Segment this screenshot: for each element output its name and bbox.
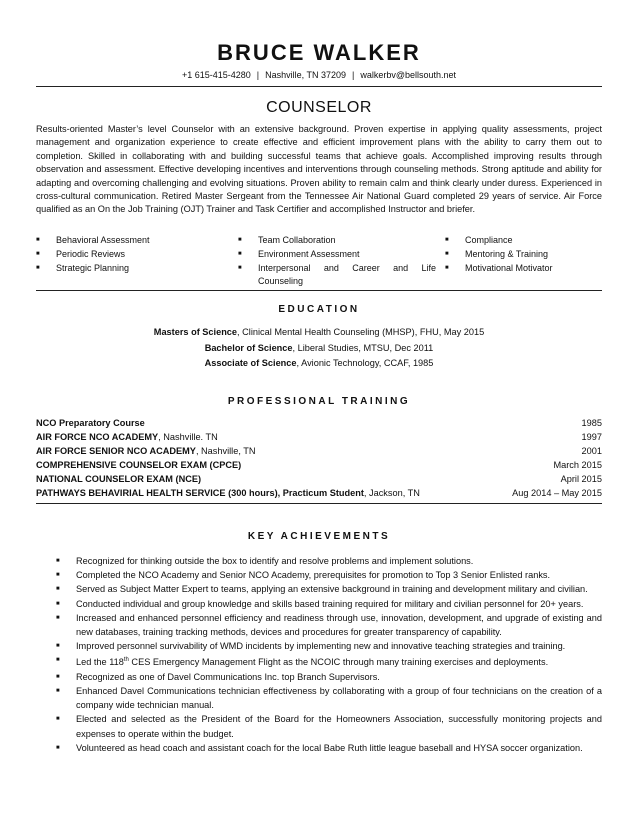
achievement-item: ■ Increased and enhanced personnel efficiency and readiness through use, innovation, development, and upgrade of existing and new databases, training tracking methods, devices and procedures for greater transparency of capability. [36,611,602,639]
training-row [36,430,602,444]
training-date: 1985 [581,418,602,428]
training-location: , Nashville, TN [195,446,256,456]
education-list [0,325,638,372]
achievement-item [36,653,602,669]
phone-number: +1 615-415-4280 [181,70,251,80]
training-name: NCO Preparatory Course [36,418,145,428]
skill-item: ■ Behavioral Assessment [36,234,216,248]
education-heading: EDUCATION [278,304,360,315]
training-date: March 2015 [553,460,602,470]
training-name: COMPREHENSIVE COUNSELOR EXAM (CPCE) [36,460,242,470]
skill-word: and [393,262,409,273]
training-row [36,472,602,486]
achievement-item: ■ Recognized as one of Davel Communications Inc. top Branch Supervisors. [36,670,602,684]
degree-detail: , Avionic Technology, CCAF, 1985 [296,358,434,368]
skill-item: ■ Periodic Reviews [36,248,216,262]
achievement-item: ■ Served as Subject Matter Expert to teams, applying an extensive background in training and development military and civilian. [36,582,602,596]
degree-name: Masters of Science [153,327,238,337]
achievement-item: ■ Elected and selected as the President of the Board for the Homeowners Association, successfully monitoring projects and expenses to operate within the budget. [36,712,602,740]
training-date: Aug 2014 – May 2015 [512,488,602,498]
skills-column-1 [36,234,216,275]
achievement-item: ■ Volunteered as head coach and assistant coach for the local Babe Ruth little league baseball and HYSA soccer organization. [36,741,602,755]
skill-item: ■ Strategic Planning [36,262,216,276]
training-heading: PROFESSIONAL TRAINING [227,396,411,407]
skill-item: ■ Mentoring & Training [445,248,602,262]
degree-name: Associate of Science [204,358,297,368]
training-date: April 2015 [560,474,602,484]
contact-separator: | [352,70,355,80]
training-list [36,416,602,500]
achievement-text-cont: CES Emergency Management Flight as the NCOIC through many training exercises and deployments. [128,657,549,668]
training-name: AIR FORCE SENIOR NCO ACADEMY [36,446,196,456]
degree-name: Bachelor of Science [204,342,293,353]
candidate-name: BRUCE WALKER [217,40,421,65]
skill-item: ■ Team Collaboration [238,234,436,248]
skill-word: Life [421,262,436,273]
training-divider [36,503,602,504]
skill-item-justified-line [258,262,436,276]
achievement-item: ■ Enhanced Davel Communications technician effectiveness by collaborating with a group of four technicians on the creation of a company wide technician manual. [36,684,602,712]
skill-word: Career [352,262,380,273]
skill-item [238,262,436,290]
achievement-item: ■ Recognized for thinking outside the box to identify and resolve problems and implement solutions. [36,554,602,568]
education-item [0,341,638,357]
location: Nashville, TN 37209 [265,70,346,80]
degree-detail: , Liberal Studies, MTSU, Dec 2011 [292,342,434,353]
skill-word: ■ Interpersonal [258,262,311,273]
skills-divider [36,290,602,291]
skill-item: ■ Motivational Motivator [445,262,602,276]
skill-item-continuation: Counseling [258,276,304,287]
achievements-list [36,554,602,755]
contact-separator: | [256,70,260,80]
training-name: NATIONAL COUNSELOR EXAM (NCE) [36,474,202,484]
training-name: PATHWAYS BEHAVIRIAL HEALTH SERVICE (300 hours), Practicum Student [36,488,364,498]
skill-item: ■ Environment Assessment [238,248,436,262]
email-address: walkerbv@bellsouth.net [360,70,457,80]
skills-column-2 [238,234,436,289]
training-location: , Jackson, TN [363,488,420,498]
skill-item: ■ Compliance [445,234,602,248]
professional-summary: Results-oriented Master’s level Counselor with an extensive background. Proven expertise in applying quality assessments, project management and organization experience to create effective and efficient improvement plans with the ability to carry them out to completion. Skilled in collaborating with and building successful teams that achieve goals. Accomplished improving results through observation and assessment. Effective developing incentives and interventions through counseling methods. Strong aptitude and ability for adapting and overcoming challenging and evolving situations. Proven ability to remain calm and think clearly under duress. Experienced in cross-cultural communication. Retired Master Sergeant from the Tennessee Air National Guard completed 29 years of service. Air Force qualified as an On the Job Training (OJT) Trainer and Task Certifier and accomplished Instructor and briefer. [36,124,602,215]
training-date: 1997 [581,432,602,442]
training-location: , Nashville. TN [158,432,218,442]
training-name: AIR FORCE NCO ACADEMY [36,432,159,442]
training-row [36,458,602,472]
achievement-item: ■ Completed the NCO Academy and Senior NCO Academy, prerequisites for promotion to Top 3 Senior Enlisted ranks. [36,568,602,582]
skill-word: and [323,262,339,273]
training-date: 2001 [581,446,602,456]
achievement-item: ■ Conducted individual and group knowledge and skills based training required for military and civilian personnel for 20+ years. [36,597,602,611]
achievement-text: Led the 118 [76,657,124,668]
education-item [0,356,638,372]
job-title: COUNSELOR [266,99,372,116]
training-row [36,486,602,500]
header-divider [36,86,602,87]
training-row [36,416,602,430]
contact-line [0,70,638,80]
training-row [36,444,602,458]
achievement-item: ■ Improved personnel survivability of WMD incidents by implementing new and innovative teaching strategies and training. [36,639,602,653]
degree-detail: , Clinical Mental Health Counseling (MHSP), FHU, May 2015 [237,327,485,337]
achievements-heading: KEY ACHIEVEMENTS [247,531,391,542]
skills-column-3 [445,234,602,275]
education-item [0,325,638,341]
ordinal-suffix: th [123,657,129,664]
